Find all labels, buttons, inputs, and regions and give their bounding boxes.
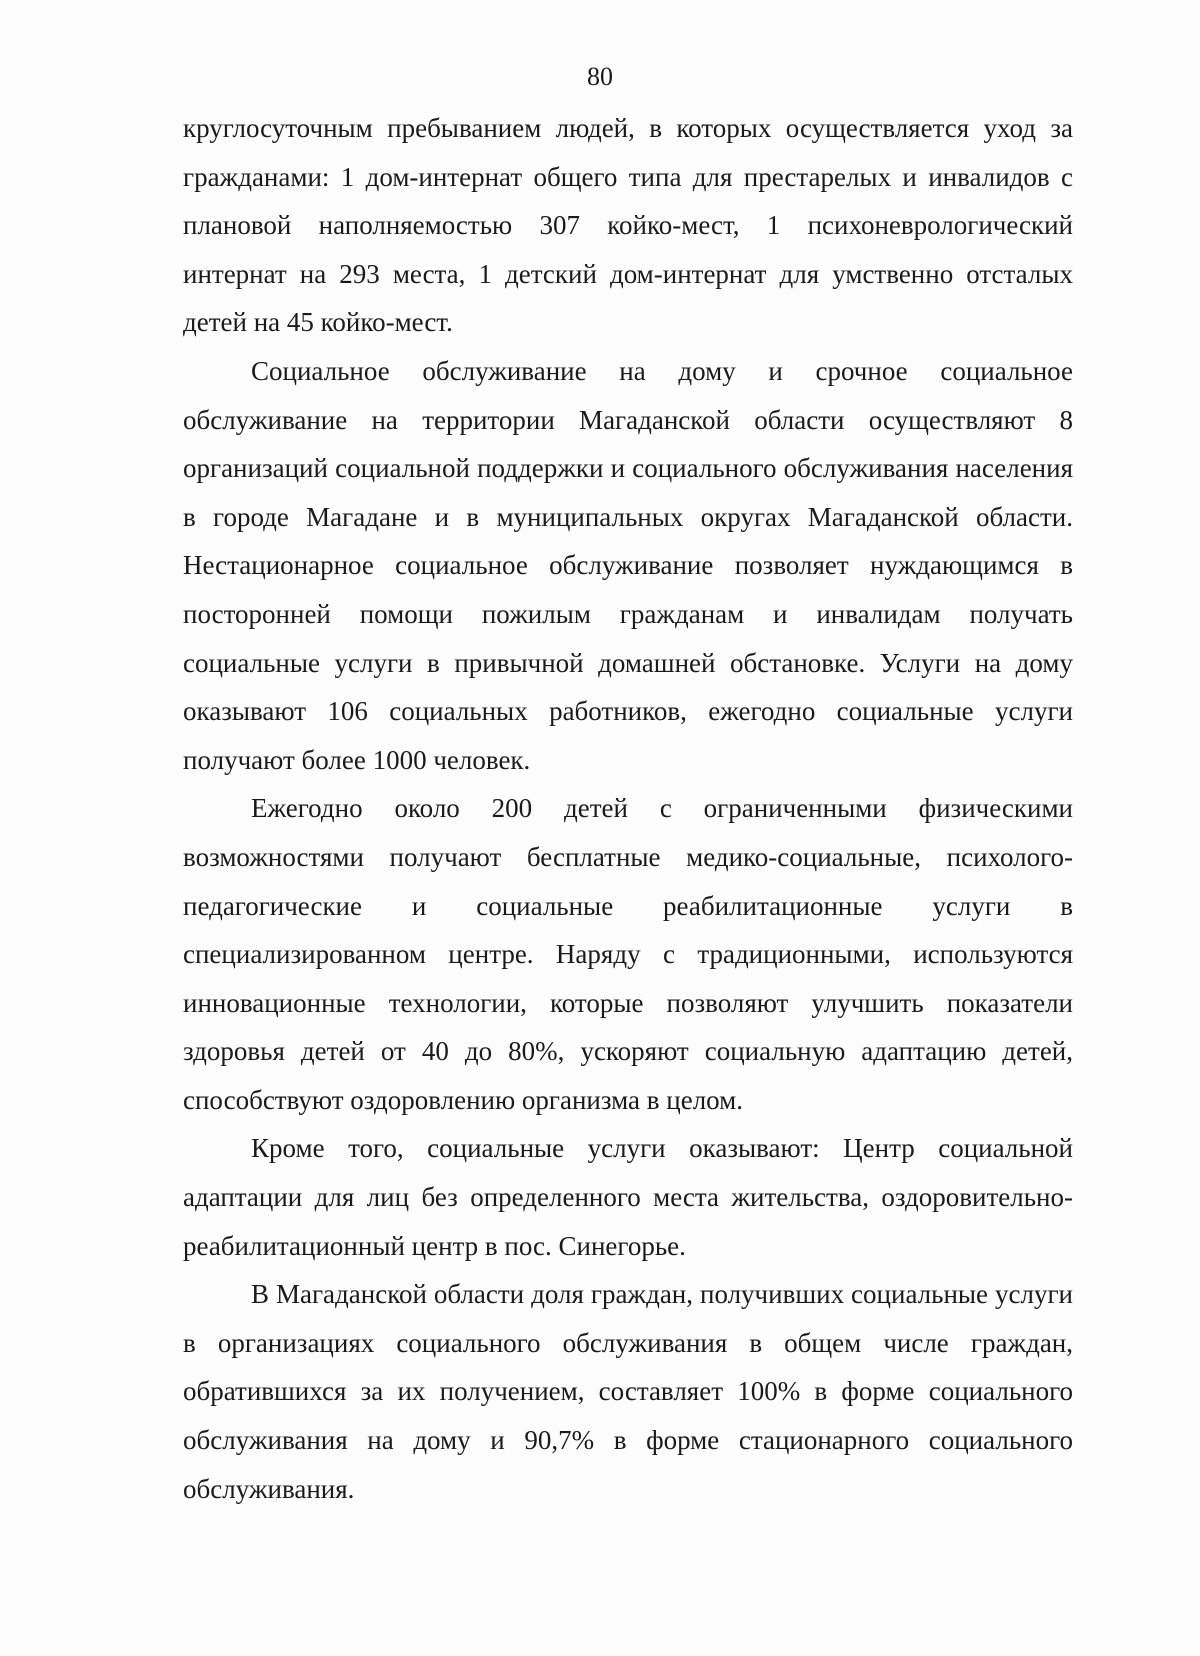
- page-number: 80: [587, 62, 613, 91]
- paragraph-children-rehabilitation: Ежегодно около 200 детей с ограниченными физическими возможностями получают бесплатные медико-социальные, психолого-педагогические и социальные реабилитационные услуги в специализированном центре. Наряду с традиционными, используются инновационные технологии, которые позволяют улучшить показатели здоровья детей от 40 до 80%, ускоряют социальную адаптацию детей, способствуют оздоровлению организма в целом.: [183, 793, 1073, 1115]
- document-body: [183, 104, 1073, 1513]
- paragraph-coverage-share: В Магаданской области доля граждан, получивших социальные услуги в организациях социального обслуживания в общем числе граждан, обратившихся за их получением, составляет 100% в форме социального обслуживания на дому и 90,7% в форме стационарного социального обслуживания.: [183, 1279, 1073, 1504]
- paragraph-continuation: круглосуточным пребыванием людей, в которых осуществляется уход за гражданами: 1 дом-интернат общего типа для престарелых и инвалидов с плановой наполняемостью 307 койко-мест, 1 психоневрологический интернат на 293 места, 1 детский дом-интернат для умственно отсталых детей на 45 койко-мест.: [183, 113, 1073, 338]
- paragraph-home-services: Социальное обслуживание на дому и срочное социальное обслуживание на территории Магаданской области осуществляют 8 организаций социальной поддержки и социального обслуживания населения в городе Магадане и в муниципальных округах Магаданской области. Нестационарное социальное обслуживание позволяет нуждающимся в посторонней помощи пожилым гражданам и инвалидам получать социальные услуги в привычной домашней обстановке. Услуги на дому оказывают 106 социальных работников, ежегодно социальные услуги получают более 1000 человек.: [183, 355, 1073, 775]
- paragraph-other-centers: Кроме того, социальные услуги оказывают: Центр социальной адаптации для лиц без определенного места жительства, оздоровительно-реабилитационный центр в пос. Синегорье.: [183, 1133, 1073, 1261]
